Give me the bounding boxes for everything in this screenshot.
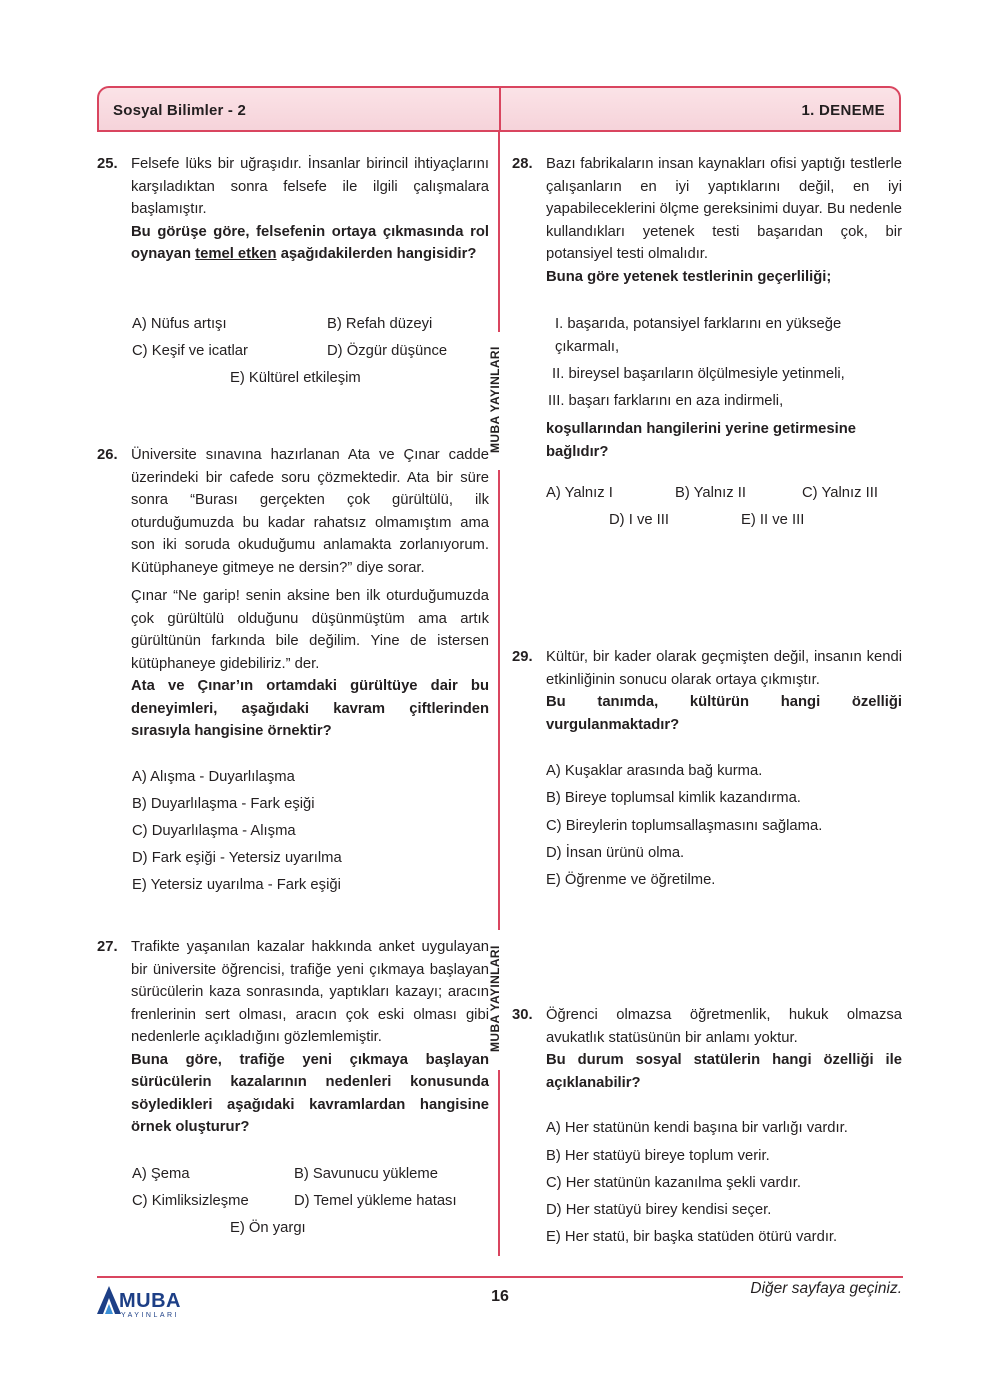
question-number: 29. (512, 649, 533, 665)
question-30 (512, 1004, 902, 1094)
question-prompt: Ata ve Çınar’ın ortamdaki gürültüye dair bu deneyimleri, aşağıdaki kavram çiftlerinden sırasıyla hangisine örnektir? (131, 678, 489, 739)
option-b[interactable]: B) Bireye toplumsal kimlik kazandırma. (546, 790, 801, 806)
option-a[interactable]: A) Nüfus artışı (132, 316, 227, 332)
option-c[interactable]: C) Duyarlılaşma - Alışma (132, 823, 296, 839)
option-a[interactable]: A) Yalnız I (546, 485, 613, 501)
logo-subtext: YAYINLARI (121, 1312, 180, 1319)
question-27 (97, 936, 489, 1139)
question-25 (97, 153, 489, 266)
option-d[interactable]: D) İnsan ürünü olma. (546, 845, 685, 861)
page-number: 16 (491, 1288, 509, 1305)
logo-mark-icon (97, 1286, 121, 1314)
option-c[interactable]: C) Her statünün kazanılma şekli vardır. (546, 1175, 801, 1191)
subject-title: Sosyal Bilimler - 2 (113, 102, 247, 119)
statement-i: I. başarıda, potansiyel farklarını en yükseğe çıkarmalı, (555, 316, 842, 355)
option-e[interactable]: E) Ön yargı (230, 1220, 306, 1236)
logo-text: MUBA (119, 1290, 181, 1312)
question-28 (512, 153, 902, 288)
option-a[interactable]: A) Kuşaklar arasında bağ kurma. (546, 763, 763, 779)
question-text: Çınar “Ne garip! senin aksine ben ilk oturduğumuzda çok gürültülü olduğunu düşünmüştüm ama artık gürültünün farkında bile değilim. Yine de istersen kütüphaneye gidebiliriz.” der. (131, 588, 489, 672)
question-number: 25. (97, 156, 118, 172)
option-b[interactable]: B) Her statüyü bireye toplum verir. (546, 1148, 770, 1164)
option-e[interactable]: E) II ve III (741, 512, 805, 528)
option-c[interactable]: C) Bireylerin toplumsallaşmasını sağlama. (546, 818, 823, 834)
option-e[interactable]: E) Öğrenme ve öğretilme. (546, 872, 716, 888)
question-number: 26. (97, 447, 118, 463)
publisher-logo (97, 1282, 197, 1322)
option-b[interactable]: B) Savunucu yükleme (294, 1166, 438, 1182)
column-divider (498, 1070, 500, 1256)
option-c[interactable]: C) Keşif ve icatlar (132, 343, 248, 359)
question-text: Kültür, bir kader olarak geçmişten değil, insanın kendi etkinliğinin sonucu olarak ortaya çıkmıştır. (546, 649, 902, 688)
question-text: Trafikte yaşanılan kazalar hakkında anket uygulayan bir üniversite öğrencisi, trafiğe yeni çıkmaya başlayan sürücülerin kaza sonrasında, yaptıkları kazayı; aracın frenlerinin sert olması, aracın çok eski olması gibi nedenlerle açıkladığını gözlemlemiştir. (131, 939, 489, 1045)
option-d[interactable]: D) Fark eşiği - Yetersiz uyarılma (132, 850, 342, 866)
question-text: Üniversite sınavına hazırlanan Ata ve Çınar cadde üzerindeki bir cafede soru çözmektedir. Ata bir süre sonra “Burası gerçekten çok gürültülü, ilk oturduğumuzda bu kadar rahatsız olmamıştım ama son iki soruda okuduğumu anlamakta zorlanıyorum. Kütüphaneye gitmeye ne dersin?” diye sorar. (131, 447, 489, 576)
question-26 (97, 444, 489, 743)
statement-ii: II. bireysel başarıların ölçülmesiyle yetinmeli, (552, 366, 845, 382)
question-number: 30. (512, 1007, 533, 1023)
column-divider (498, 132, 500, 332)
option-b[interactable]: B) Yalnız II (675, 485, 747, 501)
option-d[interactable]: D) I ve III (609, 512, 670, 528)
column-divider (498, 470, 500, 930)
next-page-note: Diğer sayfaya geçiniz. (750, 1280, 902, 1297)
question-number: 28. (512, 156, 533, 172)
question-text: Felsefe lüks bir uğraşıdır. İnsanlar birincil ihtiyaçlarını karşıladıktan sonra felsefe ile ilgili çalışmalara başlamıştır. (131, 156, 489, 217)
page-header (97, 86, 901, 132)
question-prompt: Buna göre, trafiğe yeni çıkmaya başlayan sürücülerin kazalarının nedenleri konusunda söyledikleri aşağıdaki kavramlardan hangisine örnek oluşturur? (131, 1051, 489, 1135)
option-c[interactable]: C) Yalnız III (802, 485, 878, 501)
option-a[interactable]: A) Alışma - Duyarlılaşma (132, 769, 295, 785)
option-a[interactable]: A) Şema (132, 1166, 190, 1182)
option-e[interactable]: E) Kültürel etkileşim (230, 370, 361, 386)
option-b[interactable]: B) Duyarlılaşma - Fark eşiği (132, 796, 315, 812)
question-prompt: koşullarından hangilerini yerine getirmesine bağlıdır? (546, 421, 857, 460)
question-number: 27. (97, 939, 118, 955)
statement-iii: III. başarı farklarını en aza indirmeli, (548, 393, 784, 409)
option-e[interactable]: E) Yetersiz uyarılma - Fark eşiği (132, 877, 341, 893)
header-divider (499, 86, 501, 132)
option-d[interactable]: D) Her statüyü birey kendisi seçer. (546, 1202, 772, 1218)
publisher-side-label: MUBA YAYINLARI (488, 335, 510, 465)
question-prompt: Bu görüşe göre, felsefenin ortaya çıkmasında rol oynayan temel etken aşağıdakilerden hangisidir? (131, 223, 489, 262)
footer-divider (97, 1276, 903, 1278)
option-d[interactable]: D) Temel yükleme hatası (294, 1193, 457, 1209)
option-e[interactable]: E) Her statü, bir başka statüden ötürü vardır. (546, 1229, 838, 1245)
question-prompt: Bu tanımda, kültürün hangi özelliği vurgulanmaktadır? (546, 694, 902, 733)
option-d[interactable]: D) Özgür düşünce (327, 343, 448, 359)
question-prompt: Bu durum sosyal statülerin hangi özelliği ile açıklanabilir? (546, 1052, 902, 1091)
option-a[interactable]: A) Her statünün kendi başına bir varlığı vardır. (546, 1120, 848, 1136)
question-29 (512, 646, 902, 736)
publisher-side-label: MUBA YAYINLARI (488, 934, 510, 1064)
question-prompt: Buna göre yetenek testlerinin geçerliliği; (546, 268, 832, 285)
question-text: Öğrenci olmazsa öğretmenlik, hukuk olmazsa avukatlık statüsünün bir anlamı yoktur. (546, 1007, 902, 1046)
exam-title: 1. DENEME (801, 102, 885, 119)
question-28-prompt (546, 418, 902, 463)
underlined-term: temel etken (195, 246, 277, 262)
question-text: Bazı fabrikaların insan kaynakları ofisi yaptığı testlerle çalışanların en iyi yaptıklarını değil, en iyi yapabileceklerini ölçme gereksinimi duyar. Bu nedenle kullandıkları yetenek testi başarıdan çok, bir potansiyel testi olmalıdır. (546, 156, 902, 262)
option-c[interactable]: C) Kimliksizleşme (132, 1193, 249, 1209)
option-b[interactable]: B) Refah düzeyi (327, 316, 433, 332)
